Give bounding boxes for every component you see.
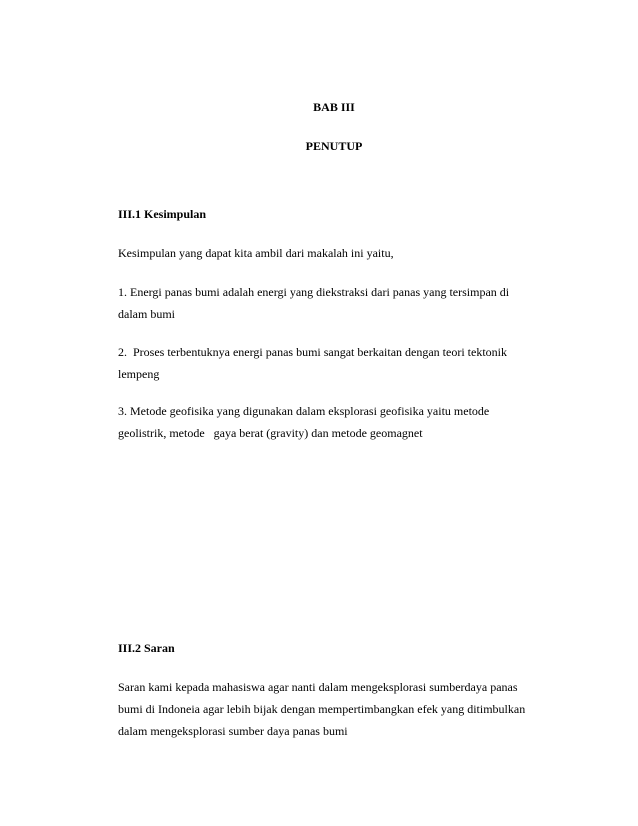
conclusion-item-2-line-2: lempeng (118, 367, 160, 381)
conclusion-item-3-line-2: geolistrik, metode gaya berat (gravity) dan metode geomagnet (118, 426, 423, 440)
suggestion-heading: III.2 Saran (118, 641, 175, 655)
suggestion-line-1: Saran kami kepada mahasiswa agar nanti dalam mengeksplorasi sumberdaya panas (118, 680, 518, 694)
chapter-title: PENUTUP (305, 139, 363, 153)
conclusion-heading: III.1 Kesimpulan (118, 207, 207, 221)
conclusion-intro: Kesimpulan yang dapat kita ambil dari makalah ini yaitu, (118, 246, 394, 260)
chapter-number: BAB III (313, 100, 355, 114)
conclusion-item-3-line-1: 3. Metode geofisika yang digunakan dalam eksplorasi geofisika yaitu metode (118, 404, 490, 418)
conclusion-item-1-line-1: 1. Energi panas bumi adalah energi yang diekstraksi dari panas yang tersimpan di (118, 285, 510, 299)
conclusion-item-2-line-1: 2. Proses terbentuknya energi panas bumi sangat berkaitan dengan teori tektonik (118, 345, 508, 359)
conclusion-item-1-line-2: dalam bumi (118, 307, 175, 321)
suggestion-line-2: bumi di Indoneia agar lebih bijak dengan mempertimbangkan efek yang ditimbulkan (118, 702, 526, 716)
suggestion-line-3: dalam mengeksplorasi sumber daya panas bumi (118, 724, 348, 738)
